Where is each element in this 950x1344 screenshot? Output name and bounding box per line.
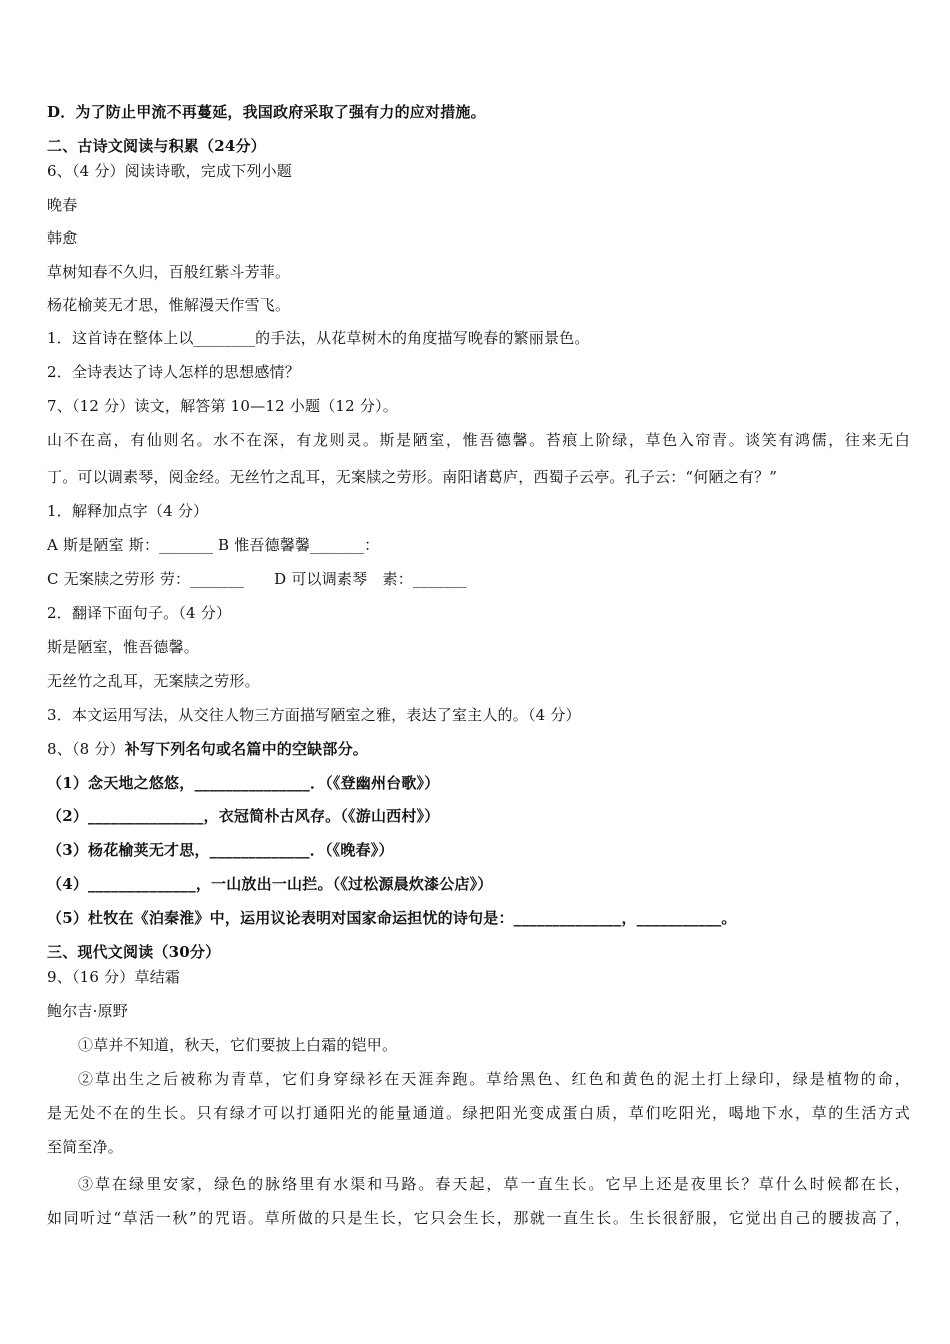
option-d: D．为了防止甲流不再蔓延，我国政府采取了强有力的应对措施。: [47, 103, 486, 121]
q7-sub-1: 1．解释加点字（4 分）: [47, 502, 209, 520]
q7-sentence-1: 斯是陋室，惟吾德馨。: [47, 638, 200, 656]
q8-number: 8、（8 分）: [47, 740, 125, 758]
q7-sentence-2: 无丝竹之乱耳，无案牍之劳形。: [47, 672, 260, 690]
question-8: [47, 739, 910, 759]
q7-sub-2: 2．翻译下面句子。（4 分）: [47, 604, 232, 622]
q8-prompt: 补写下列名句或名篇中的空缺部分。: [124, 740, 368, 758]
q7-sub-1-ab: A 斯是陋室 斯：_______ B 惟吾德馨馨_______：: [47, 536, 380, 554]
article-para-2-line-1: ②草出生之后被称为青草，它们身穿绿衫在天涯奔跑。草给黑色、红色和黄色的泥土打上绿印，绿是植物的命，: [78, 1070, 910, 1088]
q8-item-3: （3）杨花榆荚无才思，_____________．（《晚春》）: [47, 841, 394, 859]
poem-title: 晚春: [47, 196, 78, 214]
section-heading-2: 二、古诗文阅读与积累（24分）: [47, 137, 266, 155]
passage-line-2: 丁。可以调素琴，阅金经。无丝竹之乱耳，无案牍之劳形。南阳诸葛庐，西蜀子云亭。孔子云：“何陋之有？”: [47, 468, 778, 486]
q8-item-4: （4）______________，一山放出一山拦。（《过松源晨炊漆公店》）: [47, 875, 493, 893]
q7-option-d: D 可以调素琴 素：_______: [274, 570, 467, 588]
poem-line-2: 杨花榆荚无才思，惟解漫天作雪飞。: [47, 296, 291, 314]
article-author: 鲍尔吉·原野: [47, 1002, 128, 1020]
article-para-2-line-2: 是无处不在的生长。只有绿才可以打通阳光的能量通道。绿把阳光变成蛋白质，草们吃阳光，喝地下水，草的生活方式: [47, 1104, 910, 1122]
article-para-3-line-2: 如同听过“草活一秋”的咒语。草所做的只是生长，它只会生长，那就一直生长。生长很舒服，它觉出自己的腰拔高了，: [47, 1209, 910, 1227]
article-para-3-line-1: ③草在绿里安家，绿色的脉络里有水渠和马路。春天起，草一直生长。它早上还是夜里长？草什么时候都在长，: [78, 1175, 910, 1193]
poem-line-1: 草树知春不久归，百般红紫斗芳菲。: [47, 263, 291, 281]
q7-sub-3: 3．本文运用写法，从交往人物三方面描写陋室之雅，表达了室主人的。（4 分）: [47, 706, 581, 724]
q6-sub-1: 1．这首诗在整体上以________的手法，从花草树木的角度描写晚春的繁丽景色。: [47, 329, 590, 347]
q8-item-1: （1）念天地之悠悠，_______________．（《登幽州台歌》）: [47, 774, 440, 792]
article-para-2-line-3: 至简至净。: [47, 1138, 124, 1156]
question-6: 6、（4 分）阅读诗歌，完成下列小题: [47, 162, 292, 180]
article-para-1: ①草并不知道，秋天，它们要披上白霜的铠甲。: [78, 1036, 398, 1054]
q7-option-c: C 无案牍之劳形 劳：_______: [47, 570, 245, 588]
question-9: 9、（16 分）草结霜: [47, 968, 181, 986]
question-7: 7、（12 分）读文，解答第 10—12 小题（12 分）。: [47, 397, 398, 415]
q6-sub-2: 2．全诗表达了诗人怎样的思想感情？: [47, 363, 300, 381]
poem-author: 韩愈: [47, 229, 78, 247]
passage-line-1: 山不在高，有仙则名。水不在深，有龙则灵。斯是陋室，惟吾德馨。苔痕上阶绿，草色入帘青。谈笑有鸿儒，往来无白: [47, 431, 910, 449]
q8-item-2: （2）_______________，衣冠简朴古风存。（《游山西村》）: [47, 807, 440, 825]
q7-sub-1-cd: [47, 569, 910, 589]
q8-item-5: （5）杜牧在《泊秦淮》中，运用议论表明对国家命运担忧的诗句是：______________，___________。: [47, 909, 737, 927]
section-heading-3: 三、现代文阅读（30分）: [47, 943, 221, 961]
